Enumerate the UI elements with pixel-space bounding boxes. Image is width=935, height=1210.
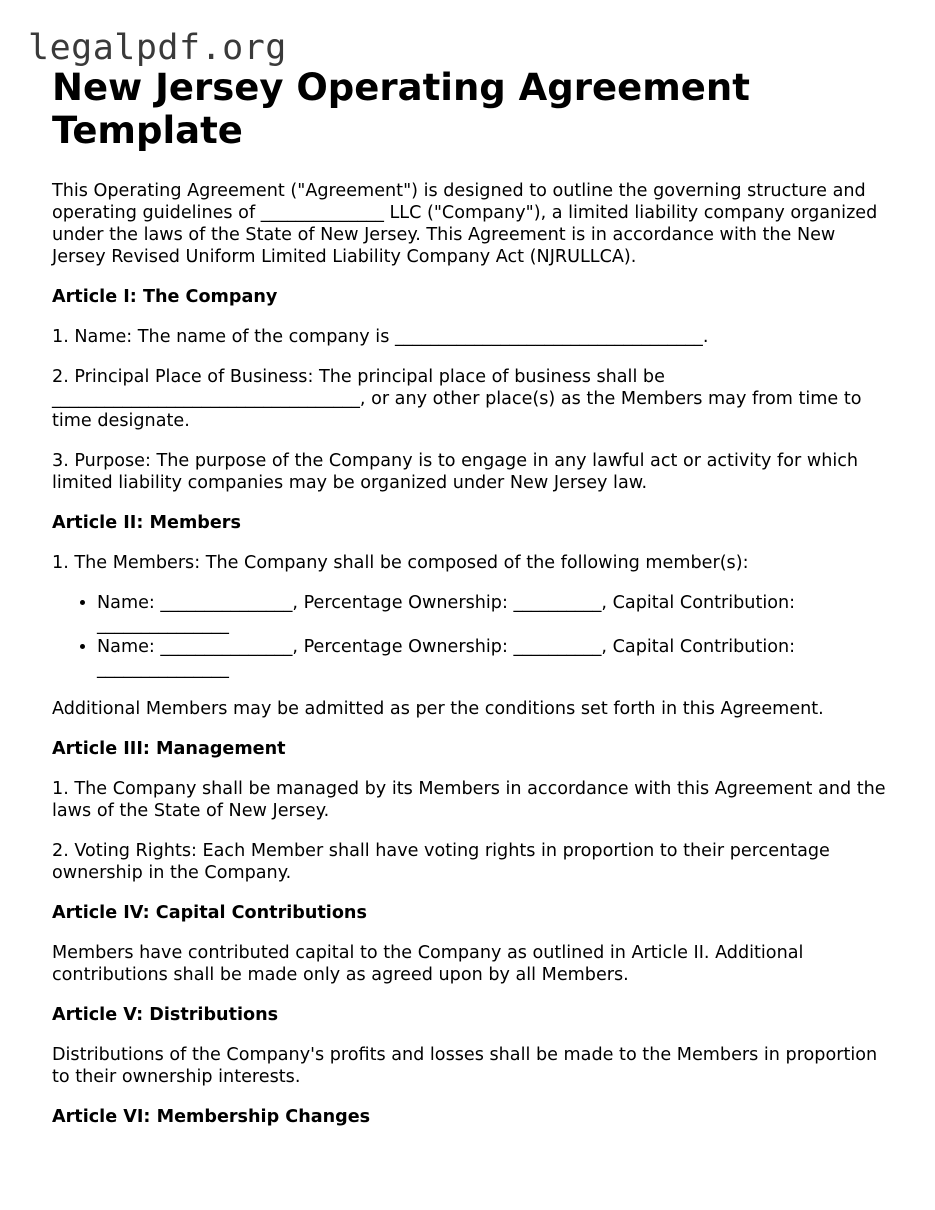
article-2-note: Additional Members may be admitted as per the conditions set forth in this Agreement. xyxy=(52,699,824,719)
article-1-heading: Article I: The Company xyxy=(52,287,278,307)
article-6-heading: Article VI: Membership Changes xyxy=(52,1107,371,1127)
article-1-item-place: 2. Principal Place of Business: The principal place of business shall be ___________________________________, or any other place(s) as the Members may from time to time designate. xyxy=(52,367,862,431)
article-1-item-purpose: 3. Purpose: The purpose of the Company is to engage in any lawful act or activity for which limited liability companies may be organized under New Jersey law. xyxy=(52,451,859,493)
member-list-item: • Name: _______________, Percentage Ownership: __________, Capital Contribution: _______________ xyxy=(97,592,892,636)
article-5-heading: Article V: Distributions xyxy=(52,1005,279,1025)
article-5-text: Distributions of the Company's profits and losses shall be made to the Members in proportion to their ownership interests. xyxy=(52,1045,878,1087)
article-3-item-management: 1. The Company shall be managed by its Members in accordance with this Agreement and the laws of the State of New Jersey. xyxy=(52,779,886,821)
article-4-text: Members have contributed capital to the Company as outlined in Article II. Additional contributions shall be made only as agreed upon by all Members. xyxy=(52,943,804,985)
article-2-members-intro: 1. The Members: The Company shall be composed of the following member(s): xyxy=(52,553,749,573)
article-4-heading: Article IV: Capital Contributions xyxy=(52,903,367,923)
member-list xyxy=(52,592,892,680)
article-3-heading: Article III: Management xyxy=(52,739,286,759)
intro-paragraph: This Operating Agreement ("Agreement") is designed to outline the governing structure and operating guidelines of ______________ LLC ("Company"), a limited liability company organized under the laws of the State of New Jersey. This Agreement is in accordance with the New Jersey Revised Uniform Limited Liability Company Act (NJRULLCA). xyxy=(52,181,878,267)
article-2-heading: Article II: Members xyxy=(52,513,241,533)
member-list-item: • Name: _______________, Percentage Ownership: __________, Capital Contribution: _______________ xyxy=(97,636,892,680)
document-body xyxy=(52,66,892,1128)
document-title: New Jersey Operating Agreement Template xyxy=(52,66,750,152)
article-1-item-name: 1. Name: The name of the company is ___________________________________. xyxy=(52,327,709,347)
article-3-item-voting: 2. Voting Rights: Each Member shall have voting rights in proportion to their percentage ownership in the Company. xyxy=(52,841,830,883)
watermark: legalpdf.org xyxy=(28,28,287,68)
